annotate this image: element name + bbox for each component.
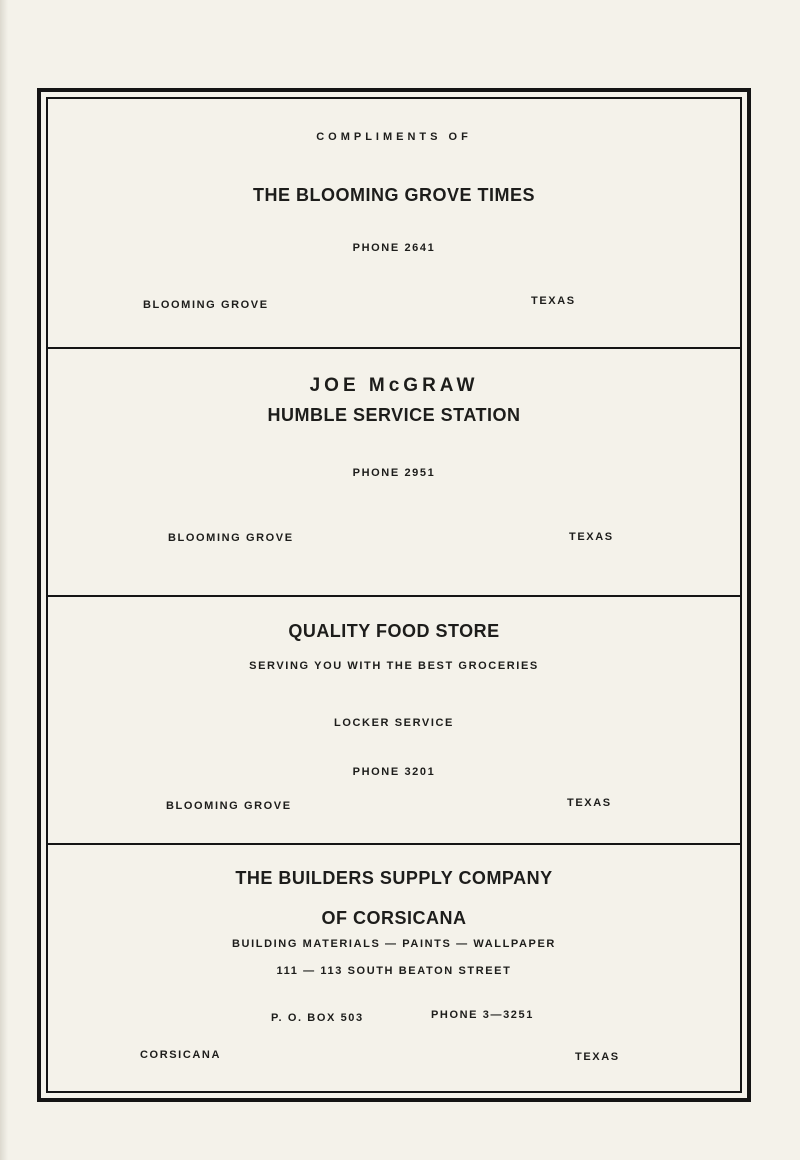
ad-city: BLOOMING GROVE bbox=[166, 800, 292, 812]
ad-builders-supply-company bbox=[48, 845, 740, 1095]
ad-state: TEXAS bbox=[567, 797, 612, 809]
ad-state: TEXAS bbox=[531, 295, 576, 307]
ad-products: BUILDING MATERIALS — PAINTS — WALLPAPER bbox=[232, 938, 556, 950]
ad-city: BLOOMING GROVE bbox=[168, 532, 294, 544]
ad-business-name: THE BLOOMING GROVE TIMES bbox=[252, 185, 535, 205]
ad-business-subtitle: HUMBLE SERVICE STATION bbox=[267, 405, 521, 425]
ad-po-box: P. O. BOX 503 bbox=[271, 1012, 364, 1024]
ad-phone: PHONE 2641 bbox=[352, 242, 436, 254]
ad-blooming-grove-times bbox=[48, 99, 740, 349]
ad-business-subtitle: OF CORSICANA bbox=[321, 908, 467, 928]
ad-phone: PHONE 2951 bbox=[352, 467, 436, 479]
ad-service: LOCKER SERVICE bbox=[334, 717, 454, 729]
ad-page-outer-border bbox=[37, 88, 751, 1102]
ad-tagline: SERVING YOU WITH THE BEST GROCERIES bbox=[249, 660, 539, 672]
ad-business-name: JOE McGRAW bbox=[309, 375, 479, 396]
ad-joe-mcgraw bbox=[48, 349, 740, 597]
page-binding-edge bbox=[0, 0, 8, 1160]
ad-city: CORSICANA bbox=[140, 1049, 222, 1061]
ad-kicker: COMPLIMENTS OF bbox=[316, 131, 472, 143]
ad-city: BLOOMING GROVE bbox=[143, 299, 269, 311]
ad-page-inner-border bbox=[46, 97, 742, 1093]
ad-phone: PHONE 3201 bbox=[352, 766, 436, 778]
ad-business-name: THE BUILDERS SUPPLY COMPANY bbox=[235, 868, 553, 888]
ad-state: TEXAS bbox=[569, 531, 614, 543]
ad-phone: PHONE 3—3251 bbox=[431, 1009, 534, 1021]
ad-state: TEXAS bbox=[575, 1051, 620, 1063]
ad-quality-food-store bbox=[48, 597, 740, 845]
ad-address: 111 — 113 SOUTH BEATON STREET bbox=[276, 965, 512, 977]
ad-business-name: QUALITY FOOD STORE bbox=[288, 621, 500, 641]
